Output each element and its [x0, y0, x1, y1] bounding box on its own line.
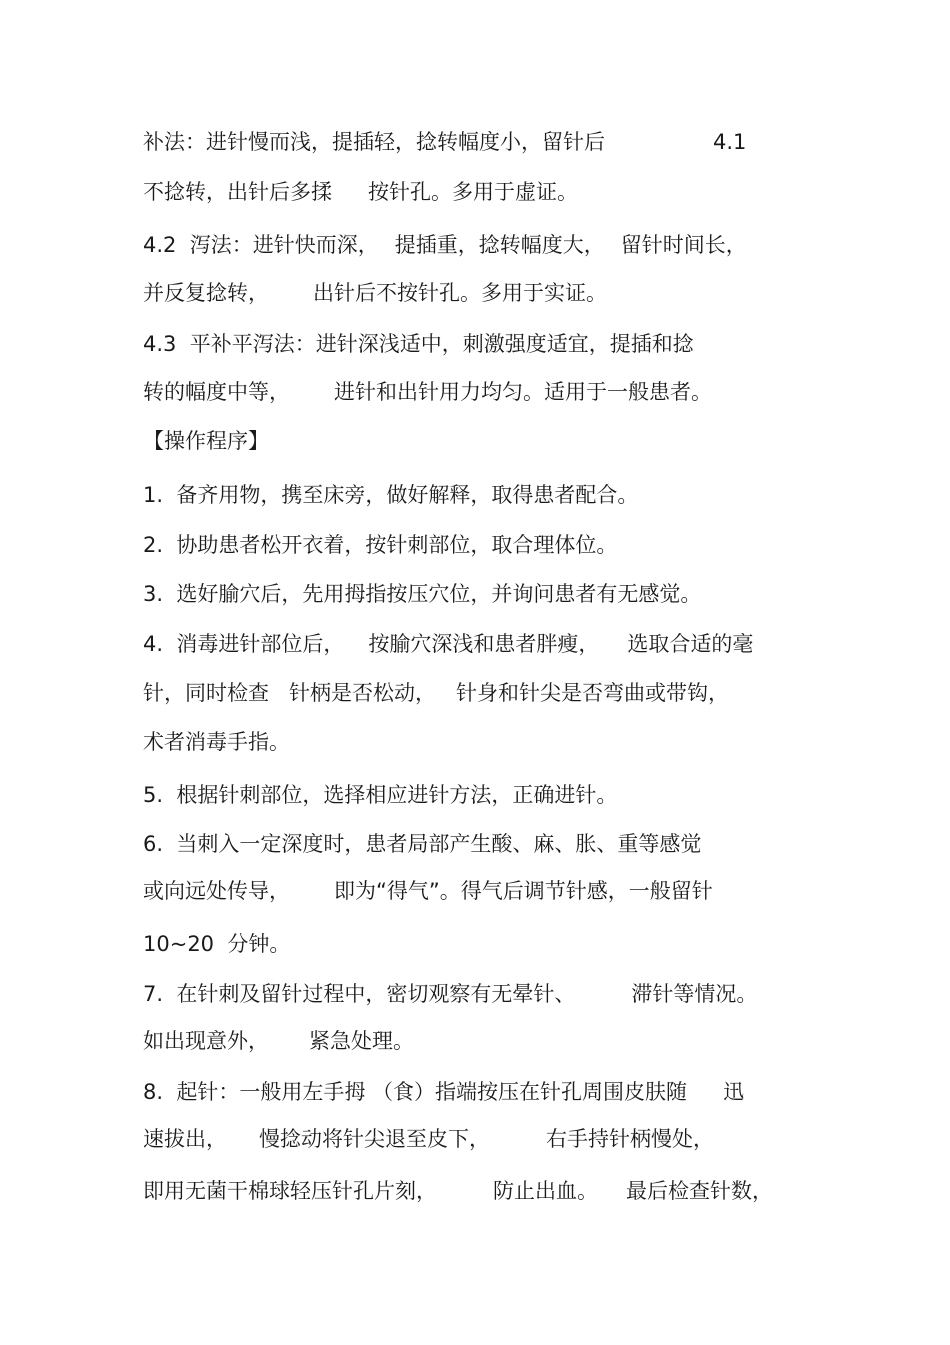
- step-8-line-3: [143, 1176, 773, 1206]
- text-segment: 即用无菌干棉球轻压针孔片刻，: [143, 1179, 437, 1203]
- text-segment: 2. 协助患者松开衣着，按针刺部位，取合理体位。: [143, 533, 618, 557]
- step-4-line-1: [143, 629, 753, 659]
- text-segment: 3. 选好腧穴后，先用拇指按压穴位，并询问患者有无感觉。: [143, 582, 702, 606]
- text-segment: 出针后不按针孔。多用于实证。: [313, 281, 607, 305]
- text-segment: 或向远处传导，: [143, 879, 290, 903]
- step-7-line-2: [143, 1026, 414, 1056]
- text-segment: 10~20 分钟。: [143, 932, 291, 956]
- text-segment: 8. 起针：一般用左手拇 （食）指端按压在针孔周围皮肤随: [143, 1080, 688, 1104]
- text-segment: 1. 备齐用物，携至床旁，做好解释，取得患者配合。: [143, 483, 639, 507]
- heading-text: 【操作程序】: [143, 429, 269, 453]
- section-heading: [143, 426, 269, 456]
- text-segment: 迅: [723, 1080, 745, 1104]
- step-1: [143, 480, 638, 510]
- text-line-2: [143, 177, 578, 207]
- step-6-line-3: [143, 929, 290, 959]
- step-6-line-2: [143, 876, 713, 906]
- step-4-line-2: [143, 678, 729, 708]
- text-segment: 转的幅度中等，: [143, 380, 290, 404]
- step-8-line-2: [143, 1124, 714, 1154]
- step-5: [143, 780, 617, 810]
- text-line-6: [143, 377, 712, 407]
- step-8-line-1: [143, 1077, 744, 1107]
- text-segment: 补法：进针慢而浅，提插轻，捻转幅度小，留针后: [143, 130, 605, 154]
- text-segment: 提插重，捻转幅度大，: [394, 233, 605, 257]
- text-segment: 最后检查针数，: [626, 1179, 773, 1203]
- step-7-line-1: [143, 979, 757, 1009]
- text-segment: 4.2 泻法：进针快而深，: [143, 233, 379, 257]
- text-segment: 7. 在针刺及留针过程中，密切观察有无晕针、: [143, 982, 576, 1006]
- text-segment: 并反复捻转，: [143, 281, 269, 305]
- text-segment: 紧急处理。: [309, 1029, 414, 1053]
- text-segment: 术者消毒手指。: [143, 730, 290, 754]
- text-segment: 5. 根据针刺部位，选择相应进针方法，正确进针。: [143, 783, 618, 807]
- text-segment: 选取合适的毫: [627, 632, 754, 656]
- step-2: [143, 530, 617, 560]
- text-segment: 4. 消毒进针部位后，: [143, 632, 345, 656]
- step-3: [143, 579, 701, 609]
- text-segment: 滞针等情况。: [631, 982, 758, 1006]
- text-segment: 防止出血。: [493, 1179, 598, 1203]
- text-segment: 即为“得气”。得气后调节针感，一般留针: [334, 879, 713, 903]
- text-segment: 按针孔。多用于虚证。: [368, 180, 578, 204]
- text-segment: 6. 当刺入一定深度时，患者局部产生酸、麻、胀、重等感觉: [143, 832, 702, 856]
- text-segment: 4.3 平补平泻法：进针深浅适中，刺激强度适宜，提插和捻: [143, 332, 694, 356]
- text-segment: 针柄是否松动，: [289, 681, 436, 705]
- text-segment: 进针和出针用力均匀。适用于一般患者。: [334, 380, 712, 404]
- text-line-1: [143, 127, 747, 157]
- text-line-3: [143, 230, 747, 260]
- text-segment: 慢捻动将针尖退至皮下，: [259, 1127, 490, 1151]
- step-6-line-1: [143, 829, 701, 859]
- text-segment: 按腧穴深浅和患者胖瘦，: [368, 632, 600, 656]
- text-segment: 留针时间长，: [620, 233, 747, 257]
- text-line-4: [143, 278, 607, 308]
- text-segment: 速拔出，: [143, 1127, 227, 1151]
- text-segment: 针，同时检查: [143, 681, 269, 705]
- text-segment: 不捻转，出针后多揉: [143, 180, 332, 204]
- section-number: 4.1: [713, 130, 747, 154]
- text-segment: 如出现意外，: [143, 1029, 269, 1053]
- step-4-line-3: [143, 727, 290, 757]
- text-line-5: [143, 329, 694, 359]
- text-segment: 针身和针尖是否弯曲或带钩，: [456, 681, 729, 705]
- text-segment: 右手持针柄慢处，: [546, 1127, 714, 1151]
